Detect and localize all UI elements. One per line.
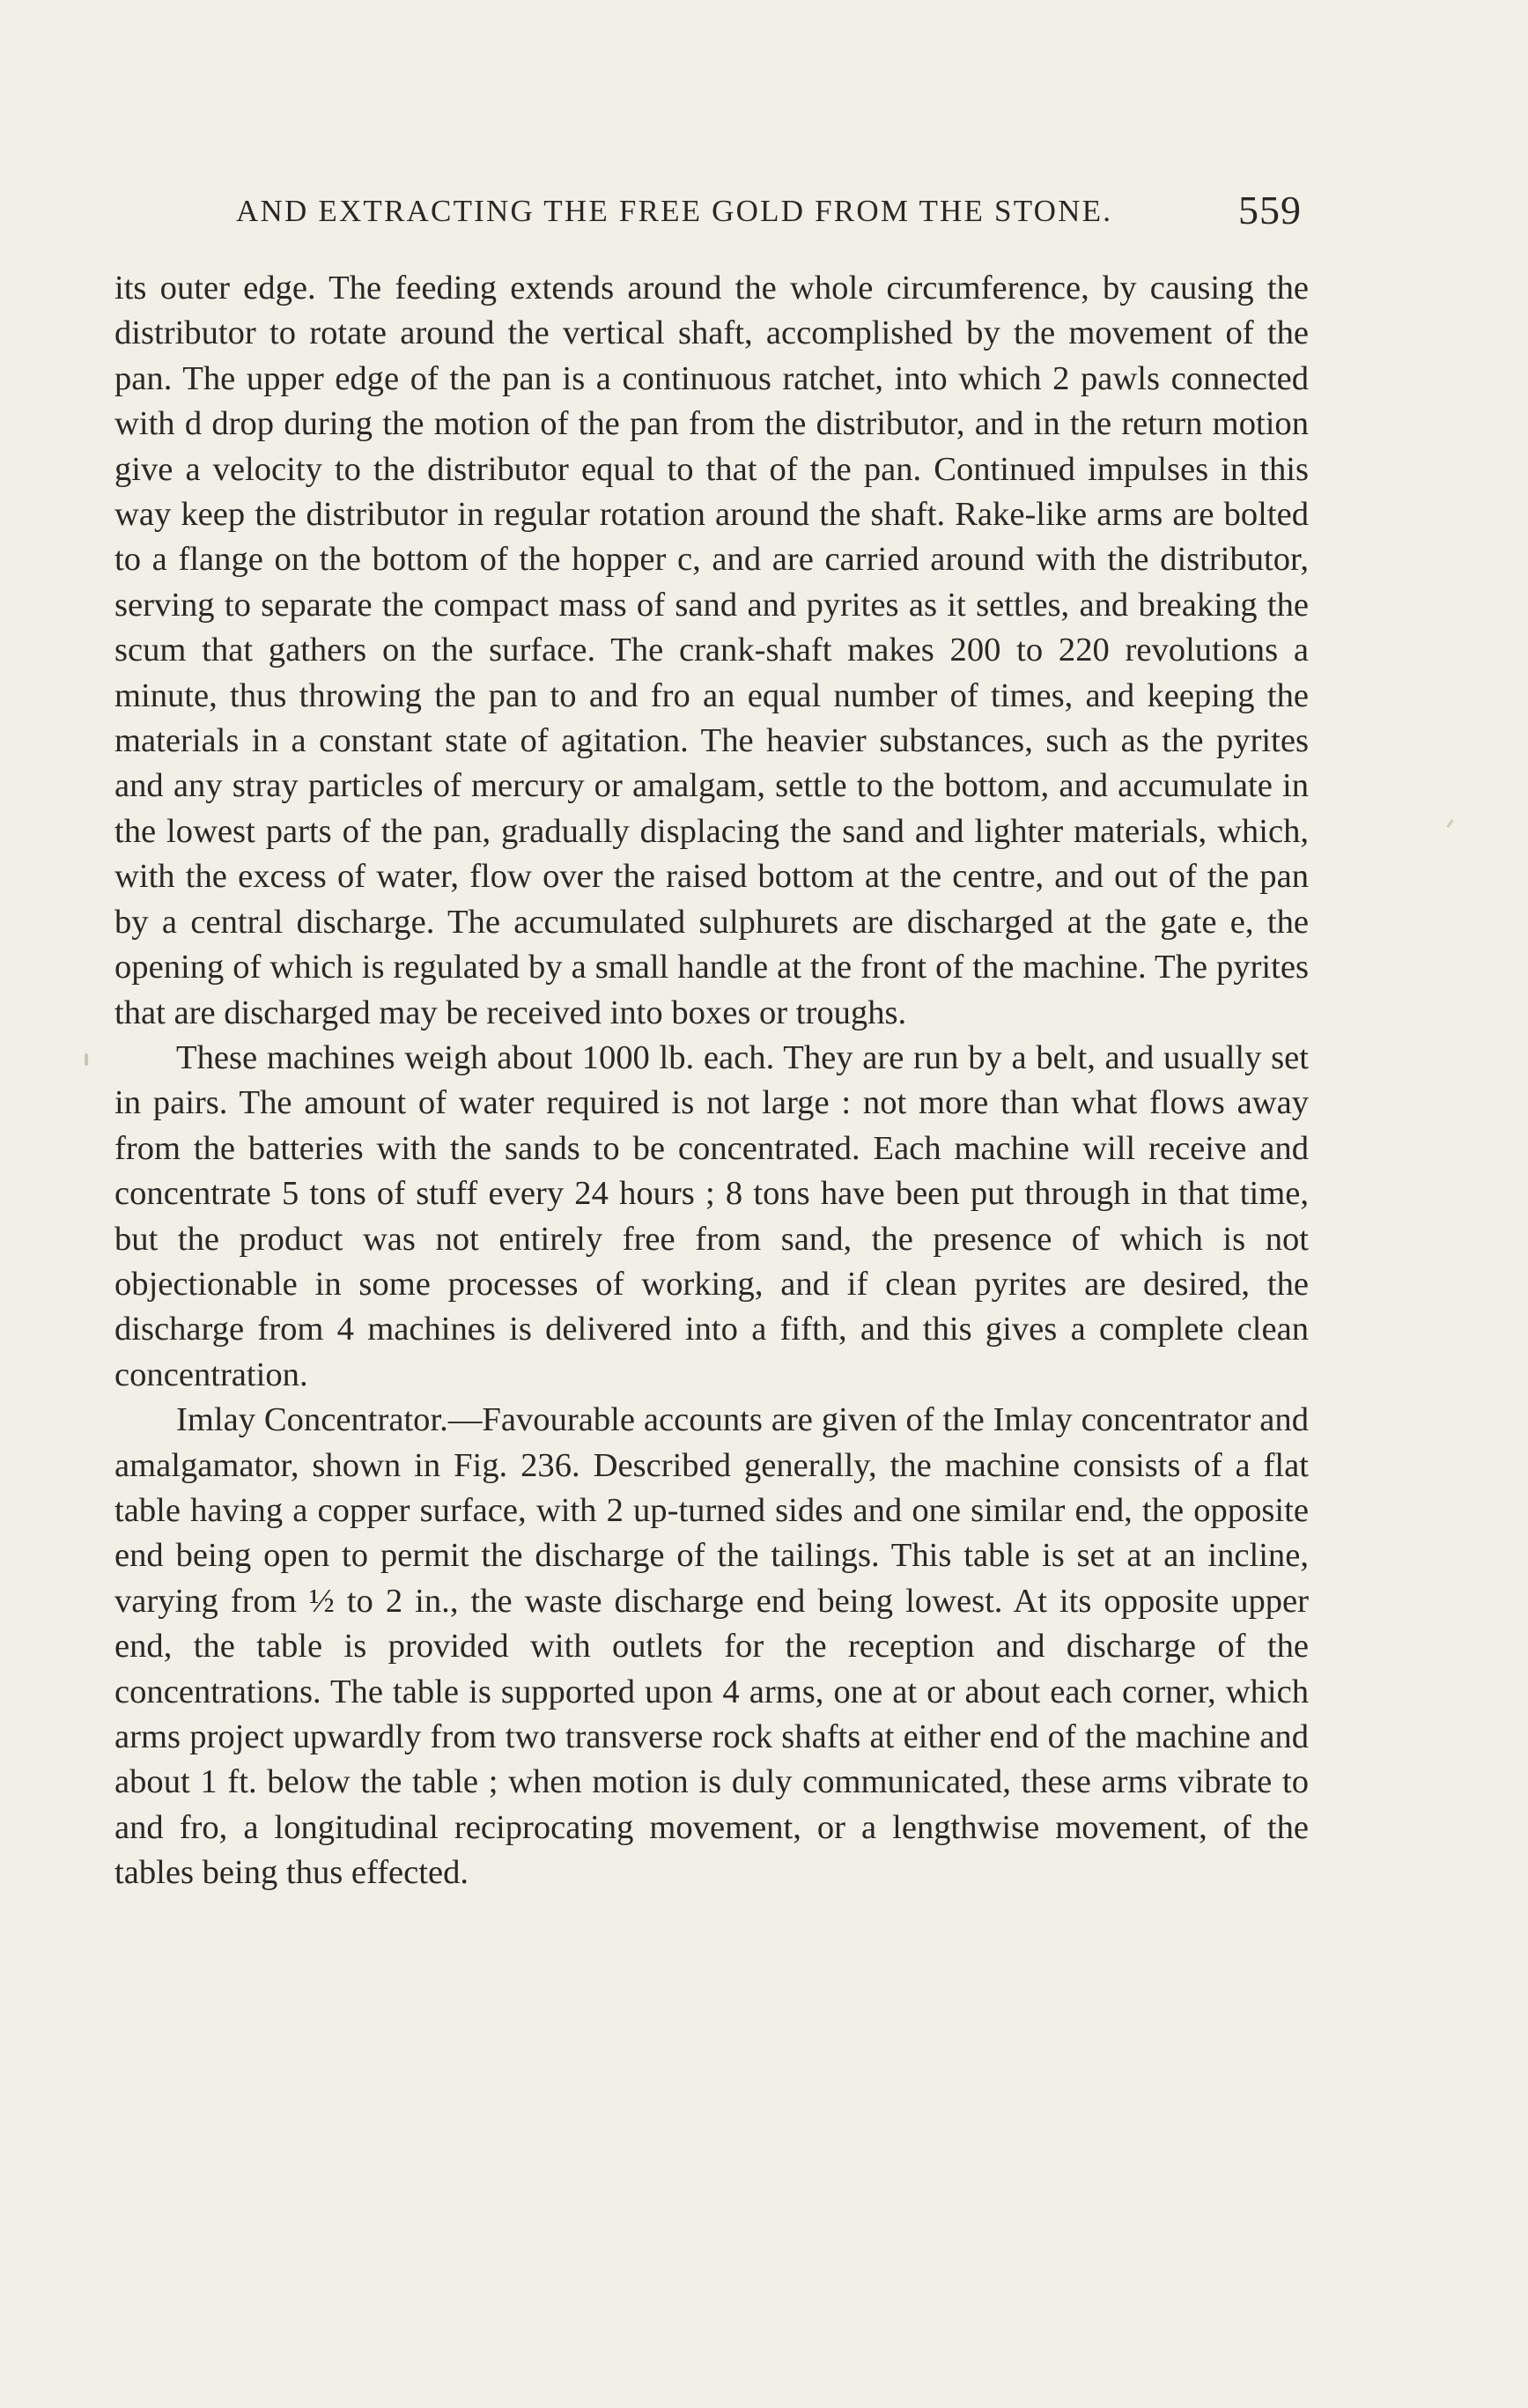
paragraph-machines: These machines weigh about 1000 lb. each. They are run by a belt, and usually set in pairs. The amount of water required is not large : not more than what flows away from the batteries with the sands to be concentrated. Each machine will receive and concentrate 5 tons of stuff every 24 hours ; 8 tons have been put through in that time, but the product was not entirely free from sand, the presence of which is not objectionable in some processes of working, and if clean pyrites are desired, the discharge from 4 machines is delivered into a fifth, and this gives a complete clean concentration. — [114, 1038, 1309, 1393]
body-text — [114, 266, 1309, 1896]
paragraph-continuation: its outer edge. The feeding extends around the whole circumference, by causing the distributor to rotate around the vertical shaft, accomplished by the movement of the pan. The upper edge of the pan is a continuous ratchet, into which 2 pawls connected with d drop during the motion of the pan from the distributor, and in the return motion give a velocity to the distributor equal to that of the pan. Continued impulses in this way keep the distributor in regular rotation around the shaft. Rake-like arms are bolted to a flange on the bottom of the hopper c, and are carried around with the distributor, serving to separate the compact mass of sand and pyrites as it settles, and breaking the scum that gathers on the surface. The crank-shaft makes 200 to 220 revolutions a minute, thus throwing the pan to and fro an equal number of times, and keeping the materials in a constant state of agitation. The heavier substances, such as the pyrites and any stray particles of mercury or amalgam, settle to the bottom, and accumulate in the lowest parts of the pan, gradually displacing the sand and lighter materials, which, with the excess of water, flow over the raised bottom at the centre, and out of the pan by a central discharge. The accumulated sulphurets are discharged at the gate e, the opening of which is regulated by a small handle at the front of the machine. The pyrites that are discharged may be received into boxes or troughs. — [114, 270, 1309, 1031]
margin-blemish — [1446, 819, 1453, 828]
running-title: AND EXTRACTING THE FREE GOLD FROM THE STONE. — [236, 194, 1113, 228]
running-head — [236, 187, 1302, 240]
paragraph-imlay-concentrator: Imlay Concentrator.—Favourable accounts are given of the Imlay concentrator and amalgamator, shown in Fig. 236. Described generally, the machine consists of a flat table having a copper surface, with 2 up-turned sides and one similar end, the opposite end being open to permit the discharge of the tailings. This table is set at an incline, varying from ½ to 2 in., the waste discharge end being lowest. At its opposite upper end, the table is provided with outlets for the reception and discharge of the concentrations. The table is supported upon 4 arms, one at or about each corner, which arms project upwardly from two transverse rock shafts at either end of the machine and about 1 ft. below the table ; when motion is duly communicated, these arms vibrate to and fro, a longitudinal reciprocating movement, or a lengthwise movement, of the tables being thus effected. — [114, 1401, 1309, 1892]
page-number: 559 — [1238, 188, 1302, 233]
margin-blemish — [85, 1053, 88, 1066]
